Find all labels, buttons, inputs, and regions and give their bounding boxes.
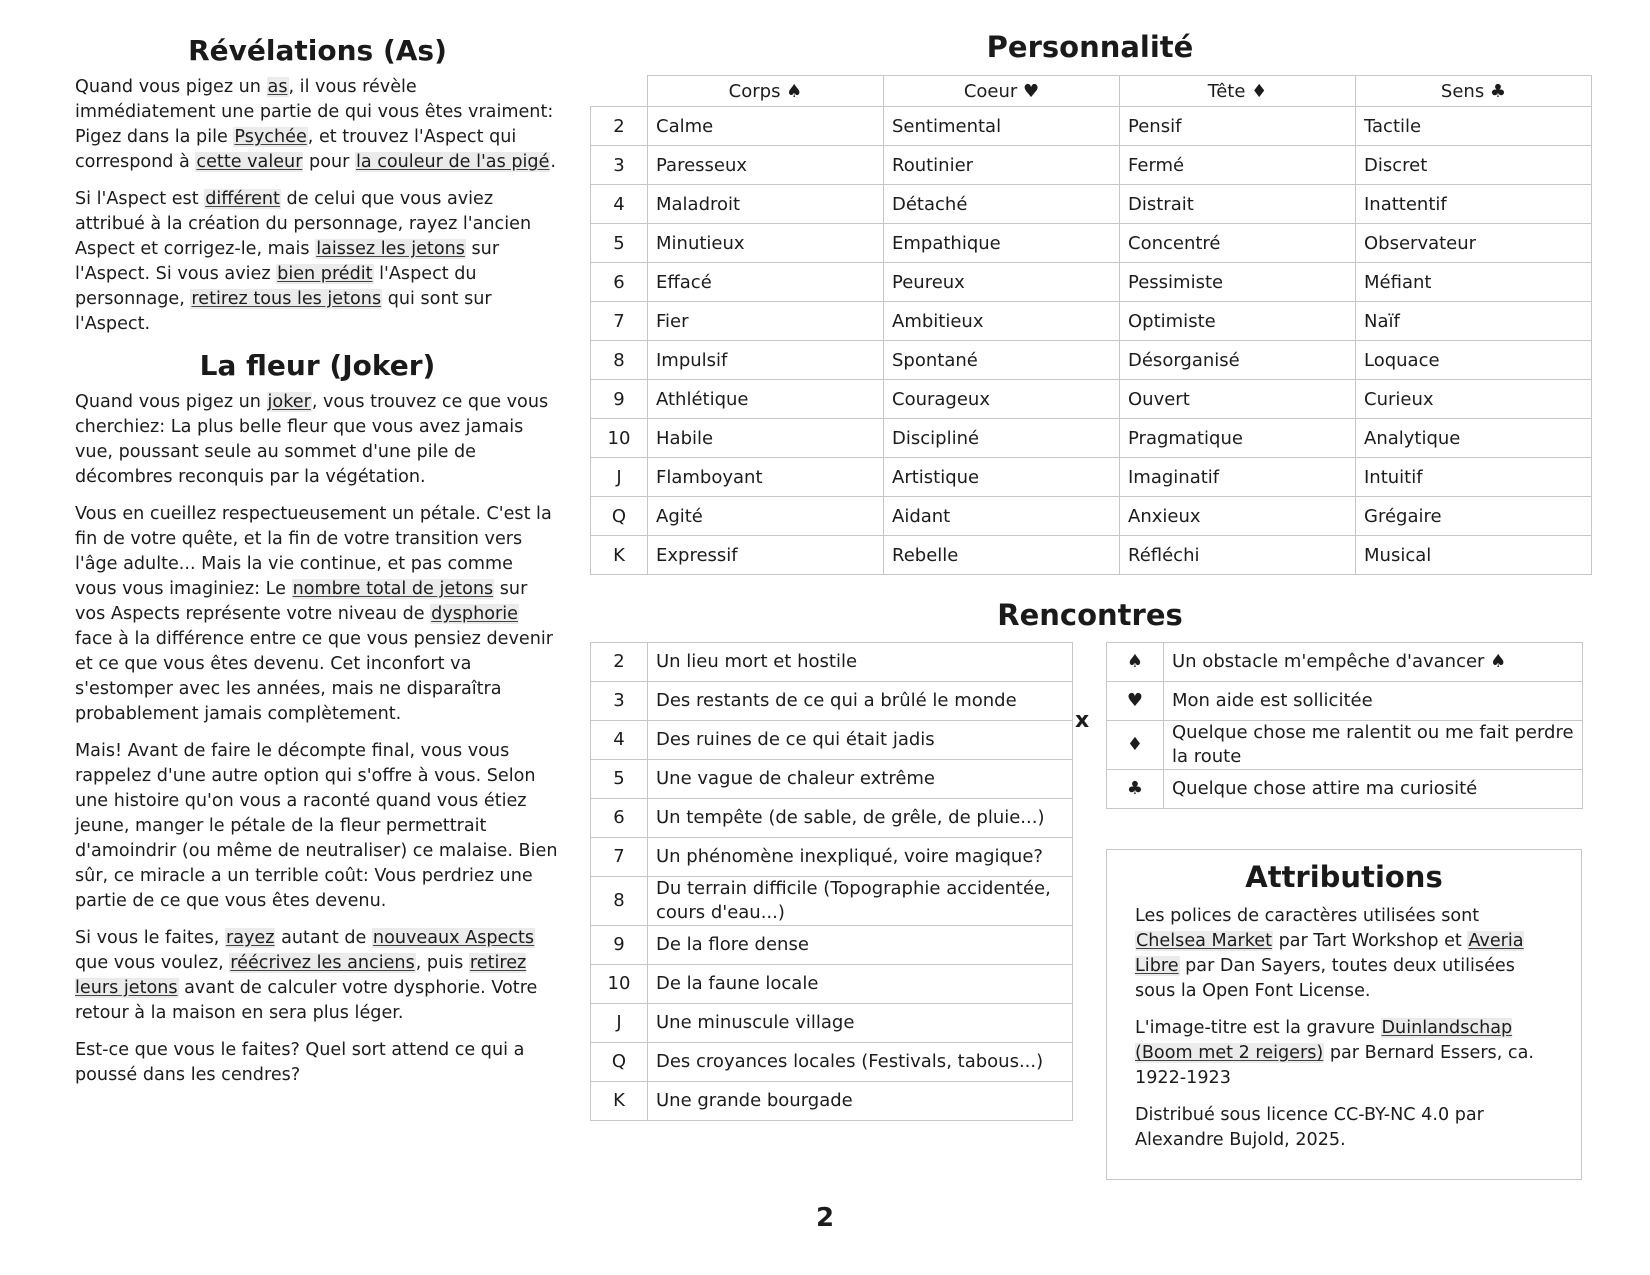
personnalite-row (591, 341, 1592, 380)
personnalite-row-cell: Concentré (1120, 224, 1356, 263)
personnalite-row-cell: Désorganisé (1120, 341, 1356, 380)
page-number: 2 (815, 1203, 835, 1233)
personnalite-row-cell: Pragmatique (1120, 419, 1356, 458)
personnalite-row-cell: Expressif (648, 536, 884, 575)
personnalite-row-cell: Calme (648, 107, 884, 146)
personnalite-row-key: 3 (591, 146, 648, 185)
personnalite-row-cell: Observateur (1356, 224, 1592, 263)
attributions-paragraph-1 (1135, 904, 1553, 1004)
link-averia-libre[interactable]: Averia Libre (1135, 931, 1524, 976)
suit-row (1107, 721, 1583, 770)
text: l'Aspect du personnage, (75, 264, 477, 309)
personnalite-row-cell: Réfléchi (1120, 536, 1356, 575)
personnalite-row-cell: Peureux (884, 263, 1120, 302)
highlight-predit: bien prédit (277, 264, 373, 284)
highlight-couleur: la couleur de l'as pigé (355, 152, 550, 172)
rencontre-row-key: 2 (591, 643, 648, 682)
suit-row (1107, 682, 1583, 721)
rencontre-row-cell: Un lieu mort et hostile (648, 643, 1073, 682)
text: Vous en cueillez respectueusement un pétale. C'est la fin de votre quête, et la fin de votre transition vers l'âge adulte... Mais la vie continue, et pas comme vous vous imaginiez: Le (75, 504, 552, 599)
suit-row (1107, 643, 1583, 682)
text: , puis (415, 953, 469, 973)
fleur-paragraph-4 (75, 926, 560, 1026)
suit-row-key: ♠ (1107, 643, 1164, 682)
revelations-paragraph-2 (75, 187, 560, 337)
personnalite-row-key: 9 (591, 380, 648, 419)
rencontre-row-key: 7 (591, 838, 648, 877)
highlight-nouveaux: nouveaux Aspects (372, 928, 535, 948)
personnalite-row-cell: Rebelle (884, 536, 1120, 575)
attributions-heading: Attributions (1245, 860, 1443, 894)
header-tete: Tête ♦ (1120, 76, 1356, 107)
rencontre-row-cell: Des croyances locales (Festivals, tabous...) (648, 1043, 1073, 1082)
personnalite-row (591, 224, 1592, 263)
rencontre-row (591, 760, 1073, 799)
rencontre-row (591, 926, 1073, 965)
personnalite-row-cell: Sentimental (884, 107, 1120, 146)
rencontre-row (591, 1004, 1073, 1043)
text: . (550, 152, 556, 172)
personnalite-row-cell: Détaché (884, 185, 1120, 224)
personnalite-row-cell: Inattentif (1356, 185, 1592, 224)
rencontre-row (591, 643, 1073, 682)
personnalite-row-key: J (591, 458, 648, 497)
personnalite-row-cell: Curieux (1356, 380, 1592, 419)
highlight-dysphorie: dysphorie (431, 604, 518, 624)
personnalite-row (591, 107, 1592, 146)
cross-symbol: x (1075, 708, 1090, 733)
link-duinlandschap[interactable]: Duinlandschap (Boom met 2 reigers) (1135, 1018, 1513, 1063)
personnalite-row-cell: Fermé (1120, 146, 1356, 185)
suit-row-key: ♦ (1107, 721, 1164, 770)
personnalite-row-key: 6 (591, 263, 648, 302)
attributions-paragraph-2 (1135, 1016, 1553, 1091)
personnalite-row-key: 7 (591, 302, 648, 341)
personnalite-row-cell: Loquace (1356, 341, 1592, 380)
rencontre-row-key: Q (591, 1043, 648, 1082)
personnalite-row-key: 5 (591, 224, 648, 263)
text: Les polices de caractères utilisées sont (1135, 906, 1480, 926)
revelations-heading: Révélations (As) (188, 34, 447, 67)
personnalite-row-cell: Pensif (1120, 107, 1356, 146)
rencontre-row (591, 838, 1073, 877)
highlight-valeur: cette valeur (196, 152, 303, 172)
rencontre-row-cell: De la flore dense (648, 926, 1073, 965)
suit-row-cell: Mon aide est sollicitée (1164, 682, 1583, 721)
personnalite-row-cell: Analytique (1356, 419, 1592, 458)
text: par Tart Workshop et (1273, 931, 1468, 951)
suit-body (1107, 643, 1583, 809)
personnalite-row (591, 380, 1592, 419)
personnalite-row-cell: Effacé (648, 263, 884, 302)
rencontre-row (591, 721, 1073, 760)
personnalite-row-cell: Optimiste (1120, 302, 1356, 341)
personnalite-row-cell: Pessimiste (1120, 263, 1356, 302)
left-column (75, 34, 560, 1100)
personnalite-row (591, 536, 1592, 575)
fleur-paragraph-2 (75, 502, 560, 727)
personnalite-heading: Personnalité (986, 30, 1194, 64)
rencontre-row-cell: Un phénomène inexpliqué, voire magique? (648, 838, 1073, 877)
personnalite-row (591, 497, 1592, 536)
personnalite-row (591, 458, 1592, 497)
personnalite-row-cell: Minutieux (648, 224, 884, 263)
rencontre-row-key: 3 (591, 682, 648, 721)
rencontres-table (590, 642, 1073, 1121)
text: par Bernard Essers, ca. 1922-1923 (1135, 1043, 1534, 1088)
personnalite-row-cell: Spontané (884, 341, 1120, 380)
personnalite-row-key: K (591, 536, 648, 575)
personnalite-row-cell: Distrait (1120, 185, 1356, 224)
fleur-paragraph-1 (75, 390, 560, 490)
highlight-psychee: Psychée (234, 127, 307, 147)
suit-row-key: ♥ (1107, 682, 1164, 721)
personnalite-row-cell: Empathique (884, 224, 1120, 263)
rencontre-row (591, 799, 1073, 838)
rencontre-row-key: 6 (591, 799, 648, 838)
rencontre-row-cell: Des restants de ce qui a brûlé le monde (648, 682, 1073, 721)
personnalite-row-cell: Maladroit (648, 185, 884, 224)
personnalite-row-cell: Habile (648, 419, 884, 458)
personnalite-row-cell: Anxieux (1120, 497, 1356, 536)
rencontre-row-key: 4 (591, 721, 648, 760)
rencontre-row-key: 9 (591, 926, 648, 965)
personnalite-row (591, 185, 1592, 224)
personnalite-row-cell: Imaginatif (1120, 458, 1356, 497)
rencontres-heading: Rencontres (997, 598, 1183, 632)
highlight-laissez: laissez les jetons (316, 239, 465, 259)
revelations-paragraph-1 (75, 75, 560, 175)
personnalite-row-cell: Ouvert (1120, 380, 1356, 419)
rencontre-row-key: 5 (591, 760, 648, 799)
personnalite-row-cell: Naïf (1356, 302, 1592, 341)
personnalite-row-key: 10 (591, 419, 648, 458)
personnalite-row-cell: Grégaire (1356, 497, 1592, 536)
rencontre-row-cell: De la faune locale (648, 965, 1073, 1004)
text: L'image-titre est la gravure (1135, 1018, 1381, 1038)
highlight-as: as (267, 77, 288, 97)
rencontre-row (591, 877, 1073, 926)
text: Est-ce que vous le faites? Quel sort attend ce qui a poussé dans les cendres? (75, 1040, 525, 1085)
personnalite-row-cell: Méfiant (1356, 263, 1592, 302)
personnalite-row-cell: Paresseux (648, 146, 884, 185)
text: autant de (275, 928, 372, 948)
highlight-different: différent (205, 189, 280, 209)
text: Mais! Avant de faire le décompte final, vous vous rappelez d'une autre option qui s'offre à vous. Selon une histoire qu'on vous a raconté quand vous étiez jeune, manger le pétale de la fleur permettrait d'amoindrir (ou même de neutraliser) ce malaise. Bien sûr, ce miracle a un terrible coût: Vous perdriez une partie de ce que vous êtes devenu. (75, 741, 558, 911)
text: , il vous révèle immédiatement une partie de qui vous êtes vraiment: Pigez dans la pile (75, 77, 554, 147)
personnalite-row-cell: Flamboyant (648, 458, 884, 497)
rencontre-row-cell: Du terrain difficile (Topographie accidentée, cours d'eau...) (648, 877, 1073, 926)
rencontre-row-cell: Un tempête (de sable, de grêle, de pluie...) (648, 799, 1073, 838)
personnalite-row (591, 302, 1592, 341)
personnalite-row-cell: Ambitieux (884, 302, 1120, 341)
personnalite-row-cell: Tactile (1356, 107, 1592, 146)
text: par Dan Sayers, toutes deux utilisées sous la Open Font License. (1135, 956, 1515, 1001)
text: , et trouvez l'Aspect qui correspond à (75, 127, 517, 172)
attributions-paragraph-3 (1135, 1103, 1553, 1153)
fleur-paragraph-3 (75, 739, 560, 914)
header-sens: Sens ♣ (1356, 76, 1592, 107)
personnalite-row-cell: Impulsif (648, 341, 884, 380)
suit-row-cell: Quelque chose attire ma curiosité (1164, 770, 1583, 809)
rencontre-row-cell: Une minuscule village (648, 1004, 1073, 1043)
personnalite-table (590, 75, 1592, 575)
rencontre-row-key: K (591, 1082, 648, 1121)
suit-table (1106, 642, 1583, 809)
text: Distribué sous licence CC-BY-NC 4.0 par Alexandre Bujold, 2025. (1135, 1105, 1484, 1150)
personnalite-row-cell: Artistique (884, 458, 1120, 497)
rencontre-row (591, 1043, 1073, 1082)
rencontres-body (591, 643, 1073, 1121)
personnalite-row-key: 2 (591, 107, 648, 146)
fleur-paragraph-5 (75, 1038, 560, 1088)
personnalite-row-key: 4 (591, 185, 648, 224)
text: qui sont sur l'Aspect. (75, 289, 492, 334)
highlight-joker: joker (267, 392, 311, 412)
fleur-heading: La fleur (Joker) (199, 349, 436, 382)
personnalite-row-key: Q (591, 497, 648, 536)
text: sur l'Aspect. Si vous aviez (75, 239, 500, 284)
text: Quand vous pigez un (75, 77, 267, 97)
highlight-retirez: retirez tous les jetons (191, 289, 382, 309)
personnalite-row-cell: Discret (1356, 146, 1592, 185)
link-chelsea-market[interactable]: Chelsea Market (1136, 931, 1272, 951)
rencontre-row (591, 1082, 1073, 1121)
highlight-total: nombre total de jetons (292, 579, 494, 599)
rencontre-row (591, 965, 1073, 1004)
text: avant de calculer votre dysphorie. Votre retour à la maison en sera plus léger. (75, 978, 538, 1023)
personnalite-row-cell: Aidant (884, 497, 1120, 536)
text: Si vous le faites, (75, 928, 225, 948)
text: face à la différence entre ce que vous pensiez devenir et ce que vous êtes devenu. Cet inconfort va s'estomper avec les années, mais ne disparaîtra probablement jamais complètement. (75, 629, 554, 724)
personnalite-body (591, 107, 1592, 575)
personnalite-row-key: 8 (591, 341, 648, 380)
rencontre-row-key: 10 (591, 965, 648, 1004)
rencontre-row-key: J (591, 1004, 648, 1043)
rencontre-row-cell: Une grande bourgade (648, 1082, 1073, 1121)
personnalite-row-cell: Agité (648, 497, 884, 536)
suit-row-cell: Un obstacle m'empêche d'avancer ♠ (1164, 643, 1583, 682)
personnalite-row-cell: Athlétique (648, 380, 884, 419)
text: , vous trouvez ce que vous cherchiez: La plus belle fleur que vous avez jamais vue, poussant seule au sommet d'une pile de décombres reconquis par la végétation. (75, 392, 549, 487)
rencontre-row-cell: Des ruines de ce qui était jadis (648, 721, 1073, 760)
personnalite-row-cell: Fier (648, 302, 884, 341)
text: de celui que vous aviez attribué à la création du personnage, rayez l'ancien Aspect et corrigez-le, mais (75, 189, 532, 259)
header-coeur: Coeur ♥ (884, 76, 1120, 107)
suit-row (1107, 770, 1583, 809)
personnalite-row (591, 419, 1592, 458)
text: pour (303, 152, 355, 172)
text: que vous voulez, (75, 953, 230, 973)
text: sur vos Aspects représente votre niveau de (75, 579, 528, 624)
personnalite-row (591, 146, 1592, 185)
suit-row-key: ♣ (1107, 770, 1164, 809)
rencontre-row (591, 682, 1073, 721)
personnalite-row-cell: Intuitif (1356, 458, 1592, 497)
table-header-row (591, 76, 1592, 107)
personnalite-row-cell: Routinier (884, 146, 1120, 185)
highlight-retirez-jetons: retirez leurs jetons (75, 953, 527, 998)
personnalite-row-cell: Discipliné (884, 419, 1120, 458)
rencontre-row-key: 8 (591, 877, 648, 926)
personnalite-row-cell: Musical (1356, 536, 1592, 575)
suit-row-cell: Quelque chose me ralentit ou me fait perdre la route (1164, 721, 1583, 770)
personnalite-row (591, 263, 1592, 302)
text: Quand vous pigez un (75, 392, 267, 412)
header-blank (591, 76, 648, 107)
personnalite-row-cell: Courageux (884, 380, 1120, 419)
attributions-box (1106, 849, 1582, 1180)
header-corps: Corps ♠ (648, 76, 884, 107)
highlight-rayez: rayez (225, 928, 275, 948)
highlight-reecrivez: réécrivez les anciens (230, 953, 415, 973)
text: Si l'Aspect est (75, 189, 205, 209)
rencontre-row-cell: Une vague de chaleur extrême (648, 760, 1073, 799)
